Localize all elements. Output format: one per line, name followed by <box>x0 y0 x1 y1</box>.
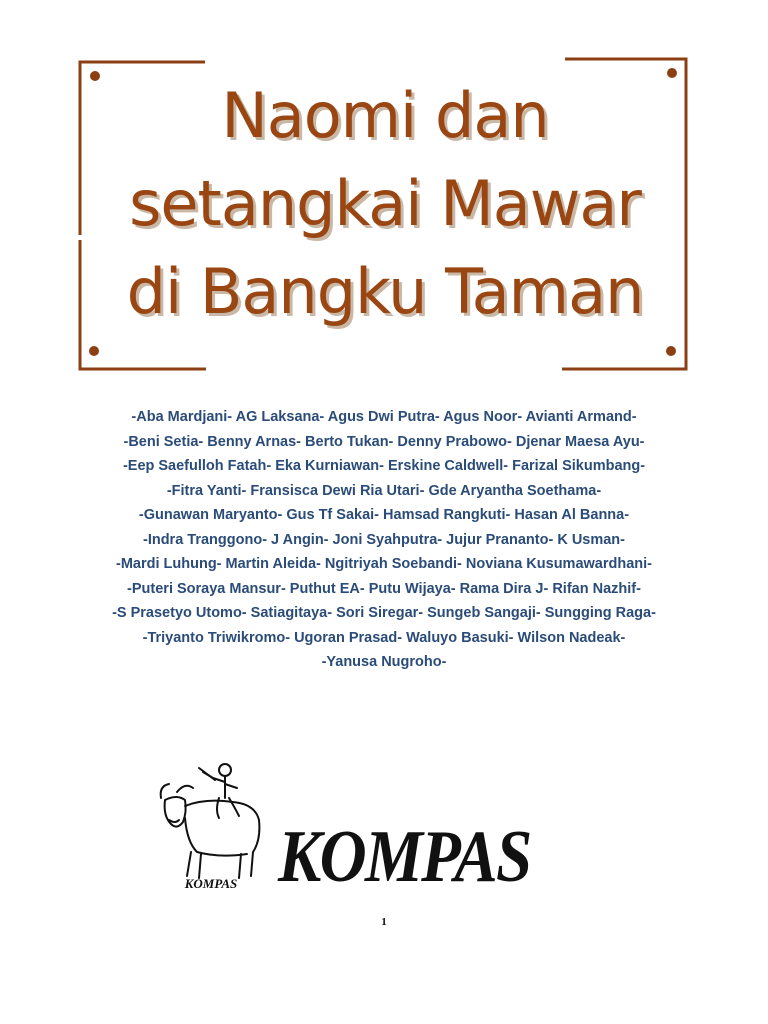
page-number: 1 <box>381 916 387 928</box>
author-line: -Fitra Yanti- Fransisca Dewi Ria Utari- Gde Aryantha Soethama- <box>166 482 602 499</box>
title-line-2: setangkai Mawar <box>129 167 641 240</box>
author-line: -Puteri Soraya Mansur- Puthut EA- Putu Wijaya- Rama Dira J- Rifan Nazhif- <box>127 580 641 597</box>
author-line: -Mardi Luhung- Martin Aleida- Ngitriyah Soebandi- Noviana Kusumawardhani- <box>116 556 652 572</box>
title-line-3: di Bangku Taman <box>126 255 644 328</box>
author-list <box>40 405 728 675</box>
emblem-caption: KOMPAS <box>184 876 238 891</box>
author-line: -Aba Mardjani- AG Laksana- Agus Dwi Putra- Agus Noor- Avianti Armand- <box>131 409 637 425</box>
title-line-1: Naomi dan <box>221 79 549 152</box>
author-line: -Beni Setia- Benny Arnas- Berto Tukan- Denny Prabowo- Djenar Maesa Ayu- <box>123 433 645 450</box>
frame-dot-bottom-left <box>89 346 99 356</box>
author-line: -Indra Tranggono- J Angin- Joni Syahputra- Jujur Prananto- K Usman- <box>142 531 625 548</box>
author-line: -S Prasetyo Utomo- Satiagitaya- Sori Siregar- Sungeb Sangaji- Sungging Raga- <box>112 605 656 621</box>
kompas-wordmark: KOMPAS <box>278 816 531 898</box>
author-line: -Yanusa Nugroho- <box>321 654 447 670</box>
author-line: -Eep Saefulloh Fatah- Eka Kurniawan- Erskine Caldwell- Farizal Sikumbang- <box>122 458 646 474</box>
author-line: -Gunawan Maryanto- Gus Tf Sakai- Hamsad Rangkuti- Hasan Al Banna- <box>138 507 630 523</box>
author-line: -Triyanto Triwikromo- Ugoran Prasad- Waluyo Basuki- Wilson Nadeak- <box>142 629 626 646</box>
frame-dot-bottom-right <box>666 346 676 356</box>
book-title <box>60 72 710 336</box>
kompas-emblem <box>155 758 267 900</box>
